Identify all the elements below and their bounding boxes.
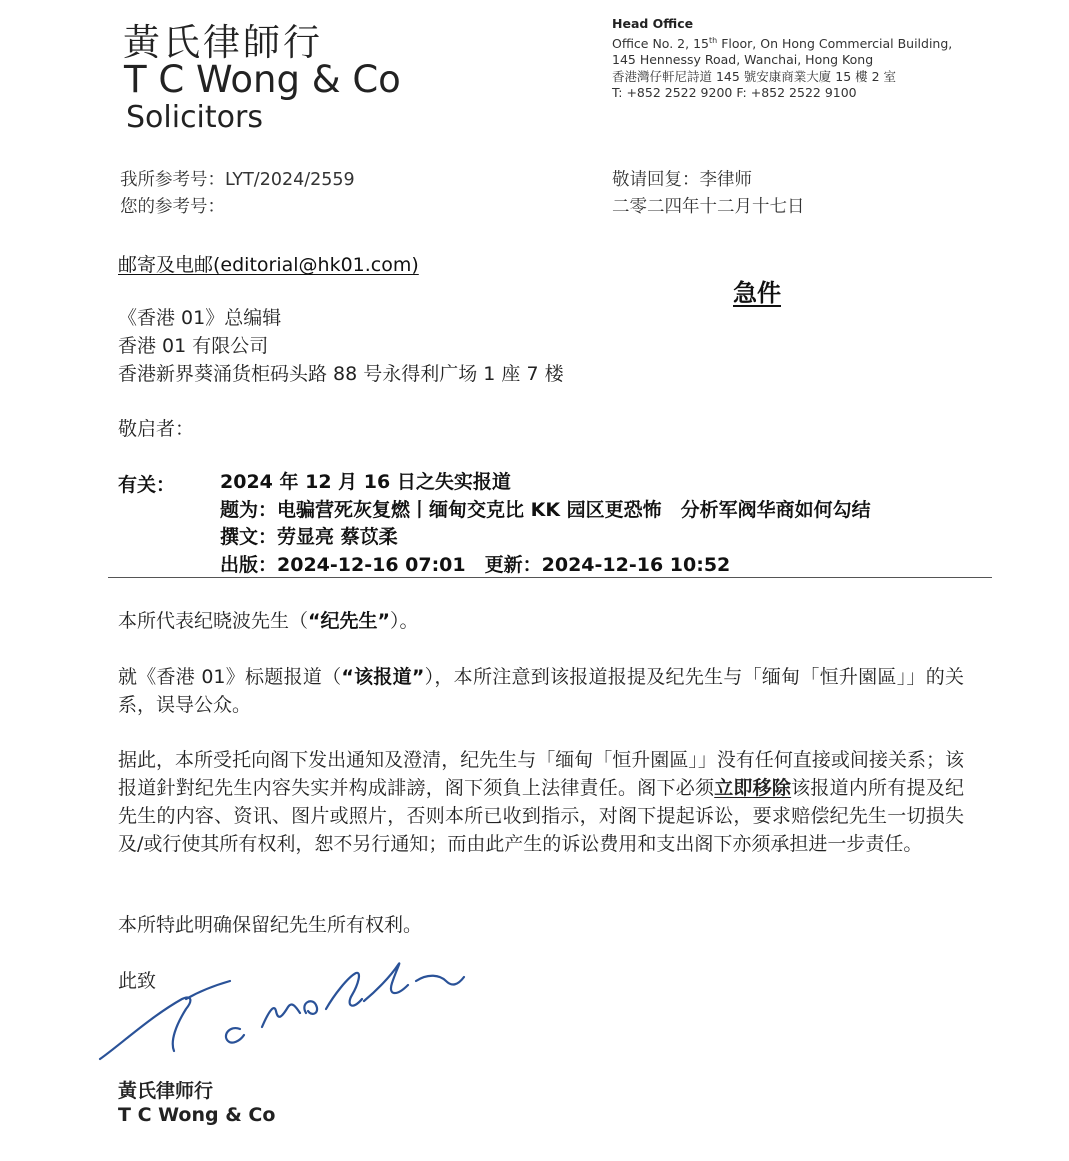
- our-reference: 我所参考号：LYT/2024/2559: [120, 170, 355, 190]
- our-reference-value: LYT/2024/2559: [225, 170, 355, 190]
- subject-block: [220, 469, 871, 579]
- salutation: 敬启者：: [118, 418, 195, 440]
- paragraph-2: 就《香港 01》标题报道（“该报道”），本所注意到该报道报提及纪先生与「缅甸「恒升園區」」的关系，误导公众。: [118, 666, 964, 716]
- subject-line: 出版：2024-12-16 07:01 更新：2024-12-16 10:52: [220, 553, 731, 576]
- recipient-line: 《香港 01》总编辑: [118, 307, 282, 329]
- head-office-title: Head Office: [612, 16, 694, 31]
- office-address-line2: 145 Hennessy Road, Wanchai, Hong Kong: [612, 52, 874, 68]
- reply-to: 敬请回复：李律师: [612, 170, 752, 190]
- divider: [108, 577, 992, 578]
- paragraph-3: 据此，本所受托向阁下发出通知及澄清，纪先生与「缅甸「恒升園區」」没有任何直接或间接关系；该报道針對纪先生内容失实并构成誹謗，阁下须負上法律責任。阁下必须立即移除该报道内所有提及纪先生的内容、资讯、图片或照片，否则本所已收到指示，对阁下提起诉讼，要求赔偿纪先生一切损失及/或行使其所有权利，恕不另行通知；而由此产生的诉讼费用和支出阁下亦须承担进一步责任。: [118, 749, 964, 855]
- phone-fax: T: +852 2522 9200 F: +852 2522 9100: [612, 85, 857, 101]
- subject-line: 2024 年 12 月 16 日之失实报道: [220, 471, 511, 493]
- recipient-address: [118, 304, 564, 388]
- office-address-chinese: 香港灣仔軒尼詩道 145 號安康商業大廈 15 樓 2 室: [612, 68, 897, 84]
- signoff-firm-chinese: 黃氏律师行: [118, 1080, 214, 1102]
- recipient-line: 香港新界葵涌货柜码头路 88 号永得利广场 1 座 7 楼: [118, 363, 564, 385]
- recipient-line: 香港 01 有限公司: [118, 335, 269, 357]
- firm-name-chinese: 黃氏律師行: [123, 21, 323, 64]
- head-office-block: [612, 16, 952, 102]
- firm-subtitle: Solicitors: [126, 100, 263, 135]
- subject-line: 题为：电骗营死灰复燃丨缅甸交克比 KK 园区更恐怖 分析军阀华商如何勾结: [220, 498, 871, 521]
- office-address-line1: Office No. 2, 15th Floor, On Hong Commercial Building,: [612, 35, 953, 51]
- emphasis-remove: 立即移除: [714, 777, 792, 799]
- paragraph-4: 本所特此明确保留纪先生所有权利。: [118, 914, 423, 936]
- subject-label: 有关：: [118, 474, 176, 496]
- letter-date: 二零二四年十二月十七日: [612, 197, 805, 217]
- delivery-method: 邮寄及电邮(editorial@hk01.com): [118, 254, 419, 276]
- your-reference: 您的参考号：: [120, 197, 225, 217]
- firm-name-english: T C Wong & Co: [124, 58, 401, 101]
- handwritten-signature: [90, 955, 480, 1075]
- subject-line: 撰文：劳显亮 蔡苡柔: [220, 526, 398, 548]
- closing: 此致: [118, 970, 157, 992]
- paragraph-1: 本所代表纪晓波先生（“纪先生”）。: [118, 610, 419, 632]
- signoff-firm-english: T C Wong & Co: [118, 1104, 276, 1126]
- urgent-label: 急件: [733, 279, 781, 307]
